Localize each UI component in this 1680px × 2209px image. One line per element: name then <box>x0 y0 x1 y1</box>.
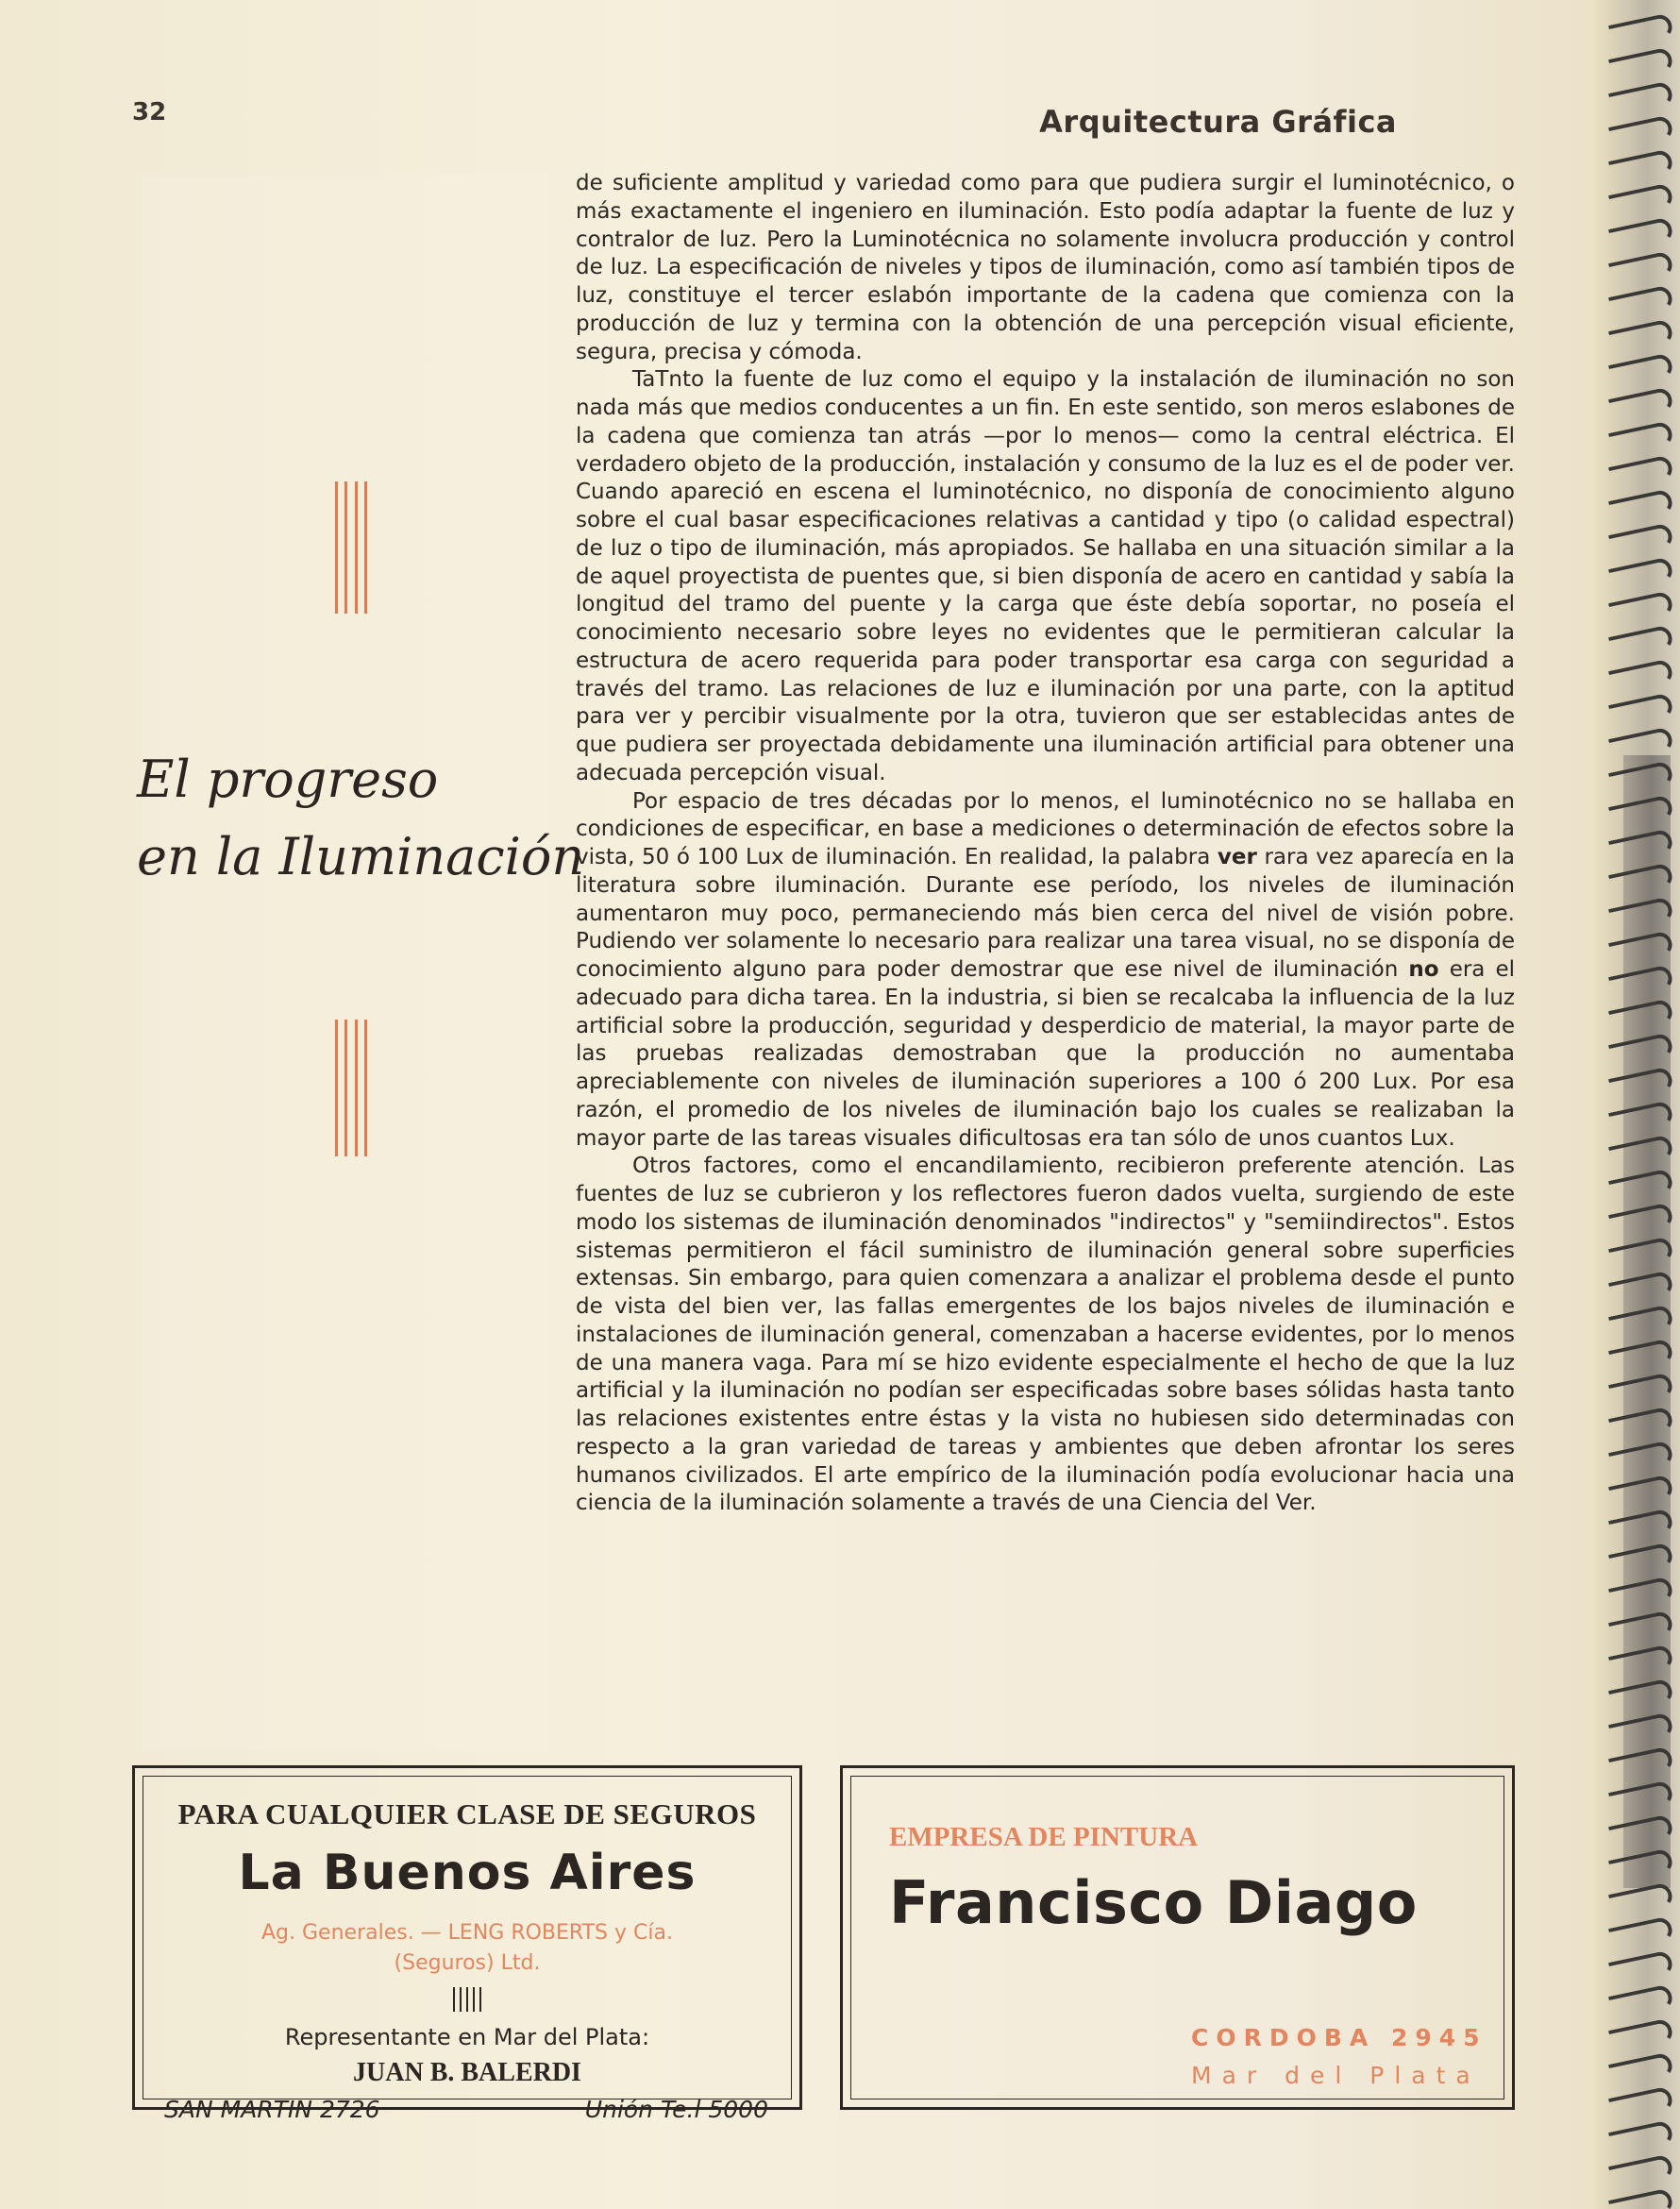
article-title-line-1: El progreso <box>137 750 439 809</box>
binding-coil <box>1608 250 1674 287</box>
binding-coil <box>1608 182 1674 219</box>
paragraph-text: era el adecuado para dicha tarea. En la industria, si bien se recalcaba la influencia de la luz artificial sobre la producción, seguridad y desperdicio de material, la mayor parte de las pruebas realizadas demostraban que la producción no aumentaba apreciablemente con niveles de iluminación superiores a 100 ó 200 Lux. Por esa razón, el promedio de los niveles de iluminación bajo los cuales se realizaban la mayor parte de las tareas visuales dificultosas era tan sólo de unos cuantos Lux. <box>576 957 1516 1151</box>
binding-coil <box>1608 1915 1674 1952</box>
binding-coil <box>1608 284 1674 321</box>
binding-coil <box>1608 2017 1674 2054</box>
binding-coil <box>1608 2119 1674 2156</box>
ad-insurance-header: PARA CUALQUIER CLASE DE SEGUROS <box>177 1797 757 1830</box>
ad-inner-border <box>143 1776 792 2123</box>
binding-coil <box>1608 352 1674 389</box>
page-number: 32 <box>132 98 167 126</box>
binding-coil <box>1608 46 1674 83</box>
article-paragraph <box>576 788 1515 1154</box>
binding-coil <box>1608 12 1674 49</box>
binding-coil <box>1608 80 1674 117</box>
ad-insurance-address: SAN MARTIN 2726 <box>164 2096 380 2123</box>
article-body <box>576 170 1515 1518</box>
binding-coil <box>1608 2051 1674 2088</box>
ad-insurance-phone: Unión Te.l 5000 <box>584 2096 768 2123</box>
ad-insurance-company: La Buenos Aires <box>238 1845 697 1901</box>
binding-coil <box>1608 2153 1674 2190</box>
title-side-panel <box>142 175 547 1751</box>
ad-decorative-bars <box>143 1987 791 2012</box>
binding-coil <box>1608 2085 1674 2122</box>
binding-coil <box>1608 556 1674 593</box>
binding-coil <box>1608 386 1674 423</box>
article-paragraph: Otros factores, como el encandilamiento, recibieron preferente atención. Las fuentes de luz se cubrieron y los reflectores fueron dados vuelta, surgiendo de este modo los sistemas de iluminación denominados "indirectos" y "semiindirectos". Estos sistemas permitieron el fácil suministro de iluminación general sobre superficies extensas. Sin embargo, para quien comenzara a analizar el problema desde el punto de vista del bien ver, las fallas emergentes de los bajos niveles de iluminación e instalaciones de iluminación general, comenzaban a hacerse evidentes, por lo menos de una manera vaga. Para mí se hizo evidente especialmente el hecho de que la luz artificial y la iluminación no podían ser especificadas sobre bases sólidas hasta tanto las relaciones existentes entre éstas y la vista no hubiesen sido determinadas con respecto a la gran variedad de tareas y ambientes que deben afrontar los seres humanos civilizados. El arte empírico de la iluminación podía evolucionar hacia una ciencia de la iluminación solamente a través de una Ciencia del Ver. <box>576 1154 1515 1516</box>
paragraph-text: Por espacio de tres décadas por lo menos, el luminotécnico no se hallaba en condiciones de especificar, en base a mediciones o determinación de efectos sobre la vista, 50 ó 100 Lux de iluminación. En realidad, la palabra <box>576 788 1515 869</box>
ad-paint-header: EMPRESA DE PINTURA <box>889 1822 1199 1852</box>
ad-representative-name: JUAN B. BALERDI <box>353 2058 581 2087</box>
binding-coil <box>1608 114 1674 151</box>
ad-inner-border <box>850 1776 1504 2099</box>
ad-insurance-agents <box>143 1918 791 1979</box>
binding-coil <box>1608 1983 1674 2020</box>
binding-coil <box>1608 2187 1674 2209</box>
binding-coil <box>1608 318 1674 355</box>
ad-insurance-agents-line-2: (Seguros) Ltd. <box>394 1951 541 1975</box>
spiral-binding <box>1595 0 1680 2209</box>
binding-coil <box>1608 590 1674 627</box>
article-title-line-2: en la Iluminación <box>137 827 585 886</box>
binding-coil <box>1608 454 1674 491</box>
binding-coil <box>1608 658 1674 695</box>
paint-advertisement <box>840 1765 1515 2110</box>
ad-insurance-agents-line-1: Ag. Generales. — LENG ROBERTS y Cía. <box>261 1921 673 1945</box>
binding-coil <box>1608 420 1674 457</box>
decorative-lines-bottom <box>335 1020 367 1156</box>
binding-coil <box>1608 488 1674 525</box>
emphasis-word: no <box>1408 957 1439 982</box>
magazine-title: Arquitectura Gráfica <box>1039 104 1397 140</box>
article-paragraph: de suficiente amplitud y variedad como para que pudiera surgir el luminotécnico, o más exactamente el ingeniero en iluminación. Esto podía adaptar la fuente de luz y contralor de luz. Pero la Luminotécnica no solamente involucra producción y control de luz. La especificación de niveles y tipos de iluminación, como así también tipos de luz, constituye el tercer eslabón importante de la cadena que comienza con la producción de luz y termina con la obtención de una percepción visual eficiente, segura, precisa y cómoda. <box>576 171 1515 364</box>
paragraph-text: rara vez aparecía en la literatura sobre iluminación. Durante ese período, los niveles de iluminación aumentaron muy poco, permaneciendo más bien cerca del nivel de visión pobre. Pudiendo ver solamente lo necesario para realizar una tarea visual, no se disponía de conocimiento alguno para poder demostrar que ese nivel de iluminación <box>576 845 1516 982</box>
ad-paint-company: Francisco Diago <box>889 1868 1418 1937</box>
article-paragraph: TaTnto la fuente de luz como el equipo y la instalación de iluminación no son nada más que medios conducentes a un fin. En este sentido, son meros eslabones de la cadena que comienza tan atrás —por lo menos— como la central eléctrica. El verdadero objeto de la producción, instalación y consumo de la luz es el de poder ver. Cuando apareció en escena el luminotécnico, no disponía de conocimiento alguno sobre el cual basar especificaciones relativas a cantidad y tipo (o calidad espectral) de luz o tipo de iluminación, más apropiados. Se hallaba en una situación similar a la de aquel proyectista de puentes que, si bien disponía de acero en cantidad y sabía la longitud del tramo del puente y la carga que éste debía soportar, no poseía el conocimiento necesario sobre leyes no evidentes que le permitieran calcular la estructura de acero requerida para poder transportar esa carga con seguridad a través del tramo. Las relaciones de luz e iluminación por una parte, con la aptitud para ver y percibir visualmente por la otra, tuvieron que ser establecidas antes de que pudiera ser proyectada debidamente una iluminación artificial para obtener una adecuada percepción visual. <box>576 367 1515 785</box>
binding-coil <box>1608 216 1674 253</box>
binding-coil <box>1608 692 1674 729</box>
decorative-lines-top <box>335 481 367 614</box>
binding-coil <box>1608 1881 1674 1918</box>
binding-coil <box>1608 1949 1674 1986</box>
emphasis-word: ver <box>1217 845 1257 869</box>
insurance-advertisement <box>132 1765 802 2123</box>
binding-coil <box>1608 624 1674 661</box>
article-title <box>137 741 585 896</box>
binding-coil <box>1608 522 1674 559</box>
ad-representative-label: Representante en Mar del Plata: <box>284 2024 650 2050</box>
ad-paint-address: CORDOBA 2945 <box>1191 2024 1487 2051</box>
ad-paint-city: Mar del Plata <box>1191 2062 1481 2089</box>
binding-coil <box>1608 148 1674 185</box>
